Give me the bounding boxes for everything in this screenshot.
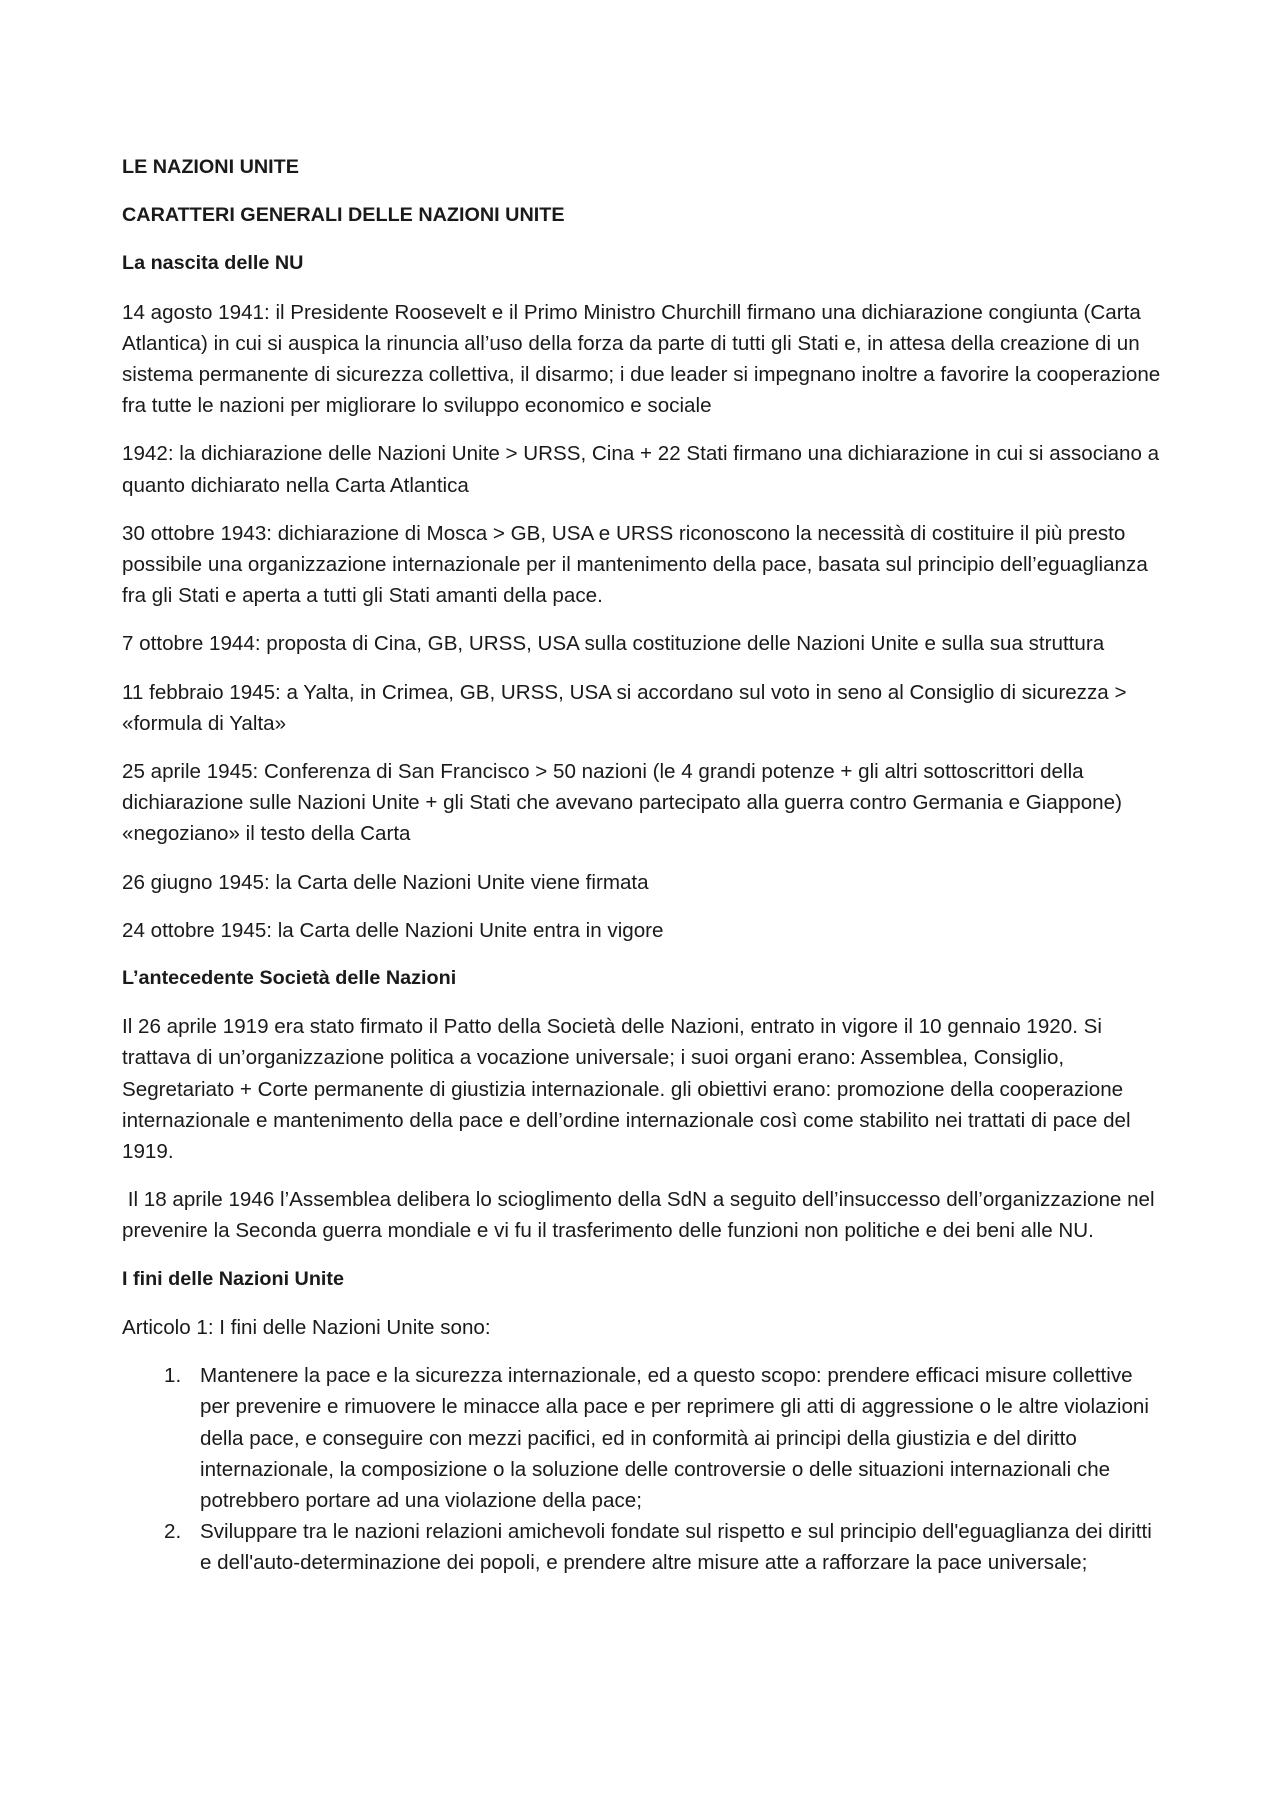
paragraph: 25 aprile 1945: Conferenza di San Francisco > 50 nazioni (le 4 grandi potenze + gli altri sottoscrittori della dichiarazione sulle Nazioni Unite + gli Stati che avevano partecipato alla guerra contro Germania e Giappone) «negoziano» il testo della Carta	[122, 760, 1122, 846]
paragraph: 26 giugno 1945: la Carta delle Nazioni Unite viene firmata	[122, 870, 649, 894]
paragraph: 30 ottobre 1943: dichiarazione di Mosca > GB, USA e URSS riconoscono la necessità di costituire il più presto possibile una organizzazione internazionale per il mantenimento della pace, basata sul principio dell’eguaglianza fra gli Stati e aperta a tutti gli Stati amanti della pace.	[122, 521, 1148, 608]
paragraph: Il 26 aprile 1919 era stato firmato il Patto della Società delle Nazioni, entrato in vigore il 10 gennaio 1920. Si trattava di un’organizzazione politica a vocazione universale; i suoi organi erano: Assemblea, Consiglio, Segretariato + Corte permanente di giustizia internazionale. gli obiettivi erano: promozione della cooperazione internazionale e mantenimento della pace e dell’ordine internazionale così come stabilito nei trattati di pace del 1919.	[122, 1015, 1131, 1164]
paragraph: 14 agosto 1941: il Presidente Roosevelt e il Primo Ministro Churchill firmano una dichiarazione congiunta (Carta Atlantica) in cui si auspica la rinuncia all’uso della forza da parte di tutti gli Stati e, in attesa della creazione di un sistema permanente di sicurezza collettiva, il disarmo; i due leader si impegnano inoltre a favorire la cooperazione fra tutte le nazioni per migliorare lo sviluppo economico e sociale	[122, 300, 1161, 418]
list-item-text: Sviluppare tra le nazioni relazioni amichevoli fondate sul rispetto e sul principio dell'eguaglianza dei diritti e dell'auto-determinazione dei popoli, e prendere altre misure atte a rafforzare la pace universale;	[200, 1520, 1152, 1575]
list-item	[122, 1516, 1162, 1578]
paragraph-intro: Articolo 1: I fini delle Nazioni Unite sono:	[122, 1315, 491, 1339]
paragraph: Il 18 aprile 1946 l’Assemblea delibera lo scioglimento della SdN a seguito dell’insuccesso dell’organizzazione nel prevenire la Seconda guerra mondiale e vi fu il trasferimento delle funzioni non politiche e dei beni alle NU.	[122, 1188, 1161, 1243]
paragraph: 24 ottobre 1945: la Carta delle Nazioni Unite entra in vigore	[122, 918, 664, 942]
paragraph: 1942: la dichiarazione delle Nazioni Unite > URSS, Cina + 22 Stati firmano una dichiarazione in cui si associano a quanto dichiarato nella Carta Atlantica	[122, 442, 1160, 497]
paragraph: 7 ottobre 1944: proposta di Cina, GB, URSS, USA sulla costituzione delle Nazioni Unite e sulla sua struttura	[122, 632, 1105, 656]
list-item-number: 2.	[164, 1520, 182, 1544]
list-item-number: 1.	[164, 1364, 182, 1388]
numbered-list	[122, 1360, 1160, 1578]
list-item-text: Mantenere la pace e la sicurezza internazionale, ed a questo scopo: prendere efficaci misure collettive per prevenire e rimuovere le minacce alla pace e per reprimere gli atti di aggressione o le altre violazioni della pace, e conseguire con mezzi pacifici, ed in conformità ai principi della giustizia e del diritto internazionale, la composizione o la soluzione delle controversie o delle situazioni internazionali che potrebbero portare ad una violazione della pace;	[200, 1364, 1149, 1512]
list-item	[122, 1360, 1162, 1516]
section-heading-nascita: La nascita delle NU	[122, 252, 304, 275]
section-heading-fini: I fini delle Nazioni Unite	[122, 1267, 345, 1290]
document-title: LE NAZIONI UNITE	[122, 156, 299, 178]
paragraph: 11 febbraio 1945: a Yalta, in Crimea, GB, URSS, USA si accordano sul voto in seno al Consiglio di sicurezza > «formula di Yalta»	[122, 680, 1127, 735]
document-subtitle: CARATTERI GENERALI DELLE NAZIONI UNITE	[122, 204, 565, 227]
section-heading-societa-nazioni: L’antecedente Società delle Nazioni	[122, 967, 457, 990]
